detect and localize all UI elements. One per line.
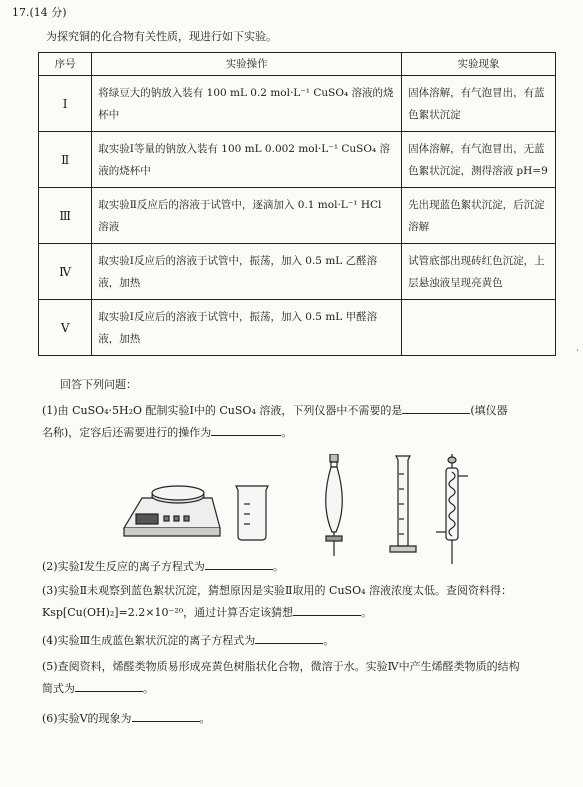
- question-6: (6)实验Ⅴ的现象为 。: [42, 708, 557, 730]
- row-phenomenon: 试管底部出现砖红色沉淀，上层悬浊液呈现亮黄色: [402, 244, 556, 300]
- question-1: (1)由 CuSO₄·5H₂O 配制实验Ⅰ中的 CuSO₄ 溶液，下列仪器中不需要的是 (填仪器 名称)，定容后还需要进行的操作为 。: [42, 400, 557, 444]
- table-row: [39, 76, 556, 132]
- fold-mark: ·: [575, 346, 579, 357]
- beaker-icon: [236, 486, 268, 540]
- table-row: [39, 300, 556, 356]
- question-2: (2)实验Ⅰ发生反应的离子方程式为 。: [42, 556, 557, 578]
- graduated-cylinder-icon: [390, 456, 416, 552]
- table-row: [39, 188, 556, 244]
- question-3: (3)实验Ⅱ未观察到蓝色絮状沉淀，猜想原因是实验Ⅱ取用的 CuSO₄ 溶液浓度太低。查阅资料得： Ksp[Cu(OH)₂]=2.2×10⁻²⁰，通过计算否定该猜想 。: [42, 584, 512, 619]
- row-num: Ⅰ: [39, 76, 92, 132]
- row-phenomenon: 固体溶解，有气泡冒出，无蓝色絮状沉淀，测得溶液 pH=9: [402, 132, 556, 188]
- answer-blank-1a[interactable]: [402, 400, 470, 414]
- header-ph: 实验现象: [402, 53, 556, 76]
- table-header-row: [39, 53, 556, 76]
- row-phenomenon: 先出现蓝色絮状沉淀，后沉淀溶解: [402, 188, 556, 244]
- answer-blank-1b[interactable]: [211, 422, 281, 436]
- condenser-icon: [436, 454, 468, 564]
- question-intro: 为探究铜的化合物有关性质，现进行如下实验。: [46, 30, 277, 43]
- answer-blank-2[interactable]: [205, 556, 273, 570]
- question-4: (4)实验Ⅲ生成蓝色絮状沉淀的离子方程式为 。: [42, 630, 557, 652]
- row-num: Ⅳ: [39, 244, 92, 300]
- row-operation: 取实验Ⅰ等量的钠放入装有 100 mL 0.002 mol·L⁻¹ CuSO₄ 溶液的烧杯中: [92, 132, 402, 188]
- apparatus-figure: [120, 454, 480, 564]
- header-num: 序号: [39, 53, 92, 76]
- row-num: Ⅴ: [39, 300, 92, 356]
- answer-blank-5[interactable]: [75, 678, 143, 692]
- answers-title: 回答下列问题：: [60, 378, 137, 391]
- question-number: 17.(14 分): [12, 6, 67, 19]
- row-operation: 将绿豆大的钠放入装有 100 mL 0.2 mol·L⁻¹ CuSO₄ 溶液的烧杯中: [92, 76, 402, 132]
- table-row: [39, 244, 556, 300]
- row-phenomenon: [402, 300, 556, 356]
- electronic-balance-icon: [124, 486, 220, 536]
- row-phenomenon: 固体溶解，有气泡冒出，有蓝色絮状沉淀: [402, 76, 556, 132]
- answer-blank-4[interactable]: [255, 630, 323, 644]
- separatory-funnel-icon: [326, 454, 343, 556]
- row-num: Ⅲ: [39, 188, 92, 244]
- header-op: 实验操作: [92, 53, 402, 76]
- table-row: [39, 132, 556, 188]
- row-num: Ⅱ: [39, 132, 92, 188]
- experiment-table: [38, 52, 556, 356]
- answer-blank-3[interactable]: [293, 602, 361, 616]
- answer-blank-6[interactable]: [132, 708, 200, 722]
- row-operation: 取实验Ⅰ反应后的溶液于试管中，振荡，加入 0.5 mL 乙醛溶液，加热: [92, 244, 402, 300]
- row-operation: 取实验Ⅱ反应后的溶液于试管中，逐滴加入 0.1 mol·L⁻¹ HCl 溶液: [92, 188, 402, 244]
- question-5: (5)查阅资料，烯醛类物质易形成亮黄色树脂状化合物，微溶于水。实验Ⅳ中产生烯醛类物质的结构 简式为 。: [42, 660, 520, 695]
- row-operation: 取实验Ⅰ反应后的溶液于试管中，振荡，加入 0.5 mL 甲醛溶液，加热: [92, 300, 402, 356]
